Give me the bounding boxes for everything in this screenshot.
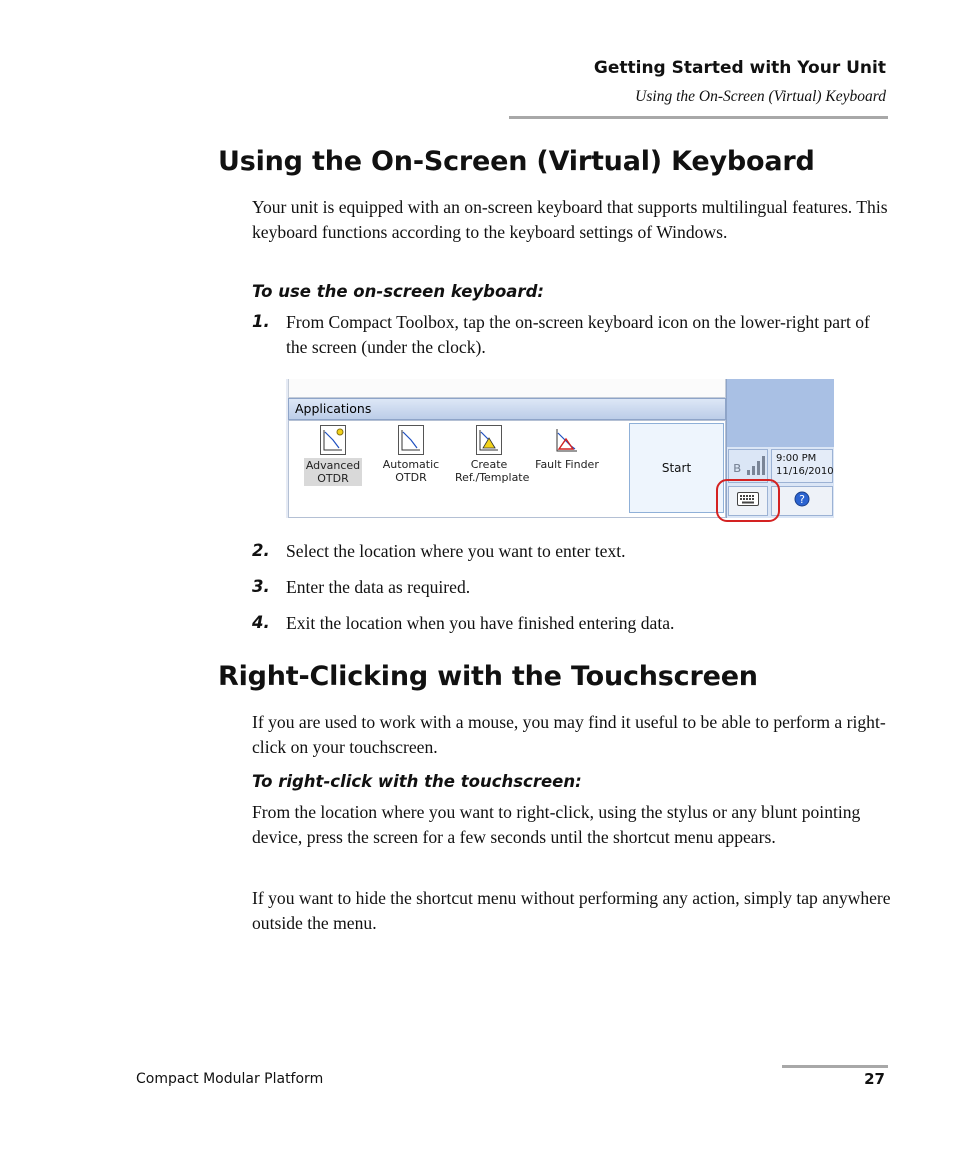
procedure-title-right-click: To right-click with the touchscreen: bbox=[252, 772, 582, 791]
step-number: 3. bbox=[252, 577, 270, 596]
step-number: 1. bbox=[252, 312, 270, 331]
step-number: 4. bbox=[252, 613, 270, 632]
section-title-right-click: Right-Clicking with the Touchscreen bbox=[218, 661, 758, 692]
otdr-trace-icon bbox=[398, 425, 424, 455]
start-label: Start bbox=[661, 461, 692, 475]
clock bbox=[771, 449, 833, 483]
step-text: Enter the data as required. bbox=[286, 577, 471, 597]
footer-product: Compact Modular Platform bbox=[136, 1071, 324, 1087]
applications-panel-header bbox=[288, 398, 726, 420]
tool-label: Automatic OTDR bbox=[382, 458, 440, 484]
clock-date: 11/16/2010 bbox=[776, 466, 834, 477]
section2-paragraph-1: From the location where you want to right-click, using the stylus or any blunt pointing device, press the screen for a few seconds until the shortcut menu appears. bbox=[252, 802, 861, 847]
svg-text:ʙ: ʙ bbox=[733, 460, 742, 476]
help-icon bbox=[794, 491, 810, 512]
step-number: 2. bbox=[252, 541, 270, 560]
tool-advanced-otdr[interactable] bbox=[299, 425, 367, 486]
applications-label: Applications bbox=[295, 401, 372, 416]
section-title-virtual-keyboard: Using the On-Screen (Virtual) Keyboard bbox=[218, 146, 815, 177]
tool-label: Advanced OTDR bbox=[305, 459, 361, 485]
app-top-area bbox=[288, 379, 726, 398]
applications-panel bbox=[288, 420, 726, 518]
page-number: 27 bbox=[864, 1070, 885, 1088]
svg-text:?: ? bbox=[799, 492, 805, 506]
running-header-section: Using the On-Screen (Virtual) Keyboard bbox=[635, 88, 886, 105]
step-text: From Compact Toolbox, tap the on-screen keyboard icon on the lower-right part of the screen (under the clock). bbox=[286, 312, 870, 357]
fault-finder-icon bbox=[554, 425, 580, 455]
footer-rule bbox=[782, 1065, 888, 1068]
section2-paragraph-2: If you want to hide the shortcut menu without performing any action, simply tap anywhere outside the menu. bbox=[252, 888, 891, 933]
header-rule bbox=[509, 116, 888, 119]
start-button[interactable] bbox=[629, 423, 724, 513]
step-text: Select the location where you want to enter text. bbox=[286, 541, 626, 561]
tool-create-ref-template[interactable] bbox=[455, 425, 530, 484]
section2-intro: If you are used to work with a mouse, you may find it useful to be able to perform a right-click on your touchscreen. bbox=[252, 712, 886, 757]
tool-label: Fault Finder bbox=[535, 458, 599, 471]
tool-fault-finder[interactable] bbox=[533, 425, 601, 471]
running-header-chapter: Getting Started with Your Unit bbox=[593, 58, 886, 78]
status-indicators bbox=[728, 449, 768, 483]
step-text: Exit the location when you have finished entering data. bbox=[286, 613, 675, 633]
keyboard-highlight-circle bbox=[716, 479, 780, 522]
help-button[interactable] bbox=[771, 486, 833, 516]
side-panel bbox=[726, 379, 834, 447]
section1-intro: Your unit is equipped with an on-screen keyboard that supports multilingual features. This keyboard functions according to the keyboard settings of Windows. bbox=[252, 197, 888, 242]
tool-automatic-otdr[interactable] bbox=[377, 425, 445, 484]
procedure-title-keyboard: To use the on-screen keyboard: bbox=[252, 282, 544, 301]
template-warning-icon bbox=[476, 425, 502, 455]
tool-label: Create Ref./Template bbox=[455, 458, 530, 484]
otdr-trace-icon bbox=[320, 425, 346, 455]
clock-time: 9:00 PM bbox=[776, 453, 817, 464]
